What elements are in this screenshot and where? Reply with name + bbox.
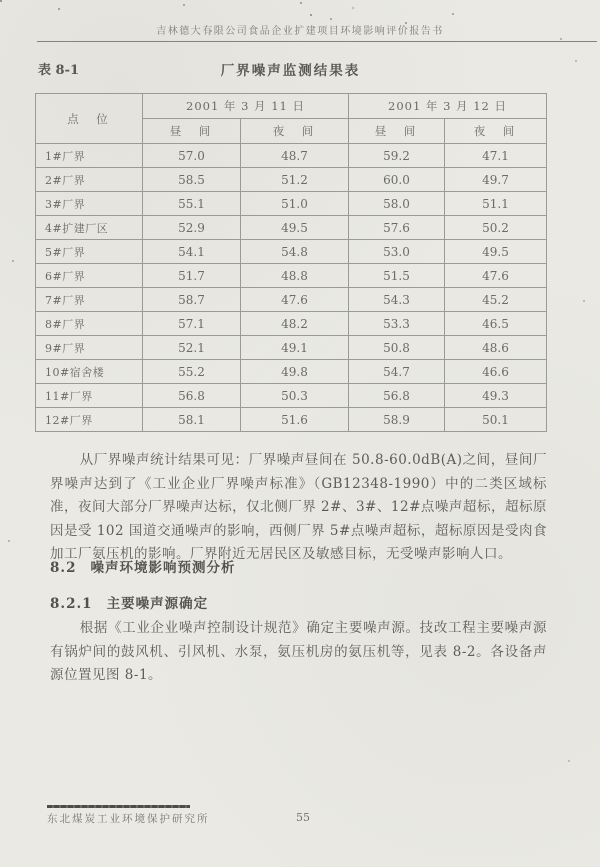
value-cell: 60.0	[349, 168, 445, 192]
value-cell: 51.0	[241, 192, 349, 216]
col-header-date1: 2001 年 3 月 11 日	[143, 94, 349, 119]
value-cell: 54.1	[143, 240, 241, 264]
section-heading-8-2	[50, 556, 236, 576]
table-row	[36, 288, 547, 312]
value-cell: 58.9	[349, 408, 445, 432]
col-header-point: 点 位	[36, 94, 143, 144]
value-cell: 51.2	[241, 168, 349, 192]
table-row	[36, 144, 547, 168]
value-cell: 57.0	[143, 144, 241, 168]
value-cell: 52.9	[143, 216, 241, 240]
header-rule	[37, 41, 597, 42]
value-cell: 47.1	[445, 144, 547, 168]
point-cell: 6#厂界	[36, 264, 143, 288]
value-cell: 59.2	[349, 144, 445, 168]
value-cell: 54.8	[241, 240, 349, 264]
point-cell: 10#宿舍楼	[36, 360, 143, 384]
value-cell: 51.7	[143, 264, 241, 288]
scan-noise-speckles	[0, 0, 2, 2]
paragraph-source-determination: 根据《工业企业噪声控制设计规范》确定主要噪声源。技改工程主要噪声源有锅炉间的鼓风机、引风机、水泵，氨压机房的氨压机等，见表 8-2。各设备声源位置见图 8-1。	[50, 620, 547, 683]
running-header: 吉林德大有限公司食品企业扩建项目环境影响评价报告书	[156, 26, 444, 37]
value-cell: 50.2	[445, 216, 547, 240]
table-row	[36, 264, 547, 288]
point-cell: 9#厂界	[36, 336, 143, 360]
table-header-row-dates	[36, 94, 547, 119]
paragraph-noise-summary: 从厂界噪声统计结果可见：厂界噪声昼间在 50.8-60.0dB(A)之间，昼间厂界噪声达到了《工业企业厂界噪声标准》（GB12348-1990）中的二类区域标准，夜间大部分厂界噪声达标，仅北侧厂界 2#、3#、12#点噪声超标，超标原因是受 102 国道交通噪声的影响，西侧厂界 5#点噪声超标，超标原因是受肉食加工厂氨压机的影响。厂界附近无居民区及敏感目标，无受噪声影响人口。	[50, 452, 547, 562]
value-cell: 46.5	[445, 312, 547, 336]
table-label: 表 8-1	[38, 63, 80, 78]
value-cell: 46.6	[445, 360, 547, 384]
col-header-day2: 昼 间	[349, 119, 445, 144]
value-cell: 50.8	[349, 336, 445, 360]
point-cell: 7#厂界	[36, 288, 143, 312]
page-number: 55	[296, 811, 310, 824]
table-row	[36, 168, 547, 192]
footer-organization: 东北煤炭工业环境保护研究所	[47, 813, 210, 825]
value-cell: 54.3	[349, 288, 445, 312]
noise-table-body	[36, 144, 547, 432]
section-heading-8-2-1	[50, 592, 208, 612]
value-cell: 48.7	[241, 144, 349, 168]
value-cell: 48.8	[241, 264, 349, 288]
value-cell: 57.6	[349, 216, 445, 240]
value-cell: 52.1	[143, 336, 241, 360]
point-cell: 11#厂界	[36, 384, 143, 408]
value-cell: 56.8	[143, 384, 241, 408]
col-header-day1: 昼 间	[143, 119, 241, 144]
value-cell: 49.1	[241, 336, 349, 360]
value-cell: 53.0	[349, 240, 445, 264]
value-cell: 57.1	[143, 312, 241, 336]
value-cell: 55.1	[143, 192, 241, 216]
point-cell: 3#厂界	[36, 192, 143, 216]
table-row	[36, 360, 547, 384]
table-row	[36, 312, 547, 336]
value-cell: 53.3	[349, 312, 445, 336]
table-row	[36, 240, 547, 264]
value-cell: 51.6	[241, 408, 349, 432]
value-cell: 49.5	[241, 216, 349, 240]
table-row	[36, 384, 547, 408]
col-header-night1: 夜 间	[241, 119, 349, 144]
table-row	[36, 216, 547, 240]
point-cell: 5#厂界	[36, 240, 143, 264]
table-row	[36, 192, 547, 216]
value-cell: 58.0	[349, 192, 445, 216]
section-number: 8.2.1	[50, 596, 93, 612]
col-header-date2: 2001 年 3 月 12 日	[349, 94, 547, 119]
value-cell: 50.3	[241, 384, 349, 408]
table-title: 厂界噪声监测结果表	[220, 63, 361, 79]
value-cell: 54.7	[349, 360, 445, 384]
value-cell: 55.2	[143, 360, 241, 384]
value-cell: 49.8	[241, 360, 349, 384]
noise-results-table	[35, 93, 547, 432]
value-cell: 58.7	[143, 288, 241, 312]
value-cell: 58.5	[143, 168, 241, 192]
value-cell: 58.1	[143, 408, 241, 432]
point-cell: 4#扩建厂区	[36, 216, 143, 240]
value-cell: 47.6	[241, 288, 349, 312]
section-title: 主要噪声源确定	[106, 596, 209, 612]
point-cell: 1#厂界	[36, 144, 143, 168]
value-cell: 49.5	[445, 240, 547, 264]
value-cell: 49.3	[445, 384, 547, 408]
col-header-night2: 夜 间	[445, 119, 547, 144]
table-caption-row	[35, 59, 546, 77]
table-row	[36, 408, 547, 432]
value-cell: 49.7	[445, 168, 547, 192]
footer-rule	[47, 805, 190, 808]
value-cell: 51.1	[445, 192, 547, 216]
value-cell: 48.2	[241, 312, 349, 336]
value-cell: 47.6	[445, 264, 547, 288]
section-number: 8.2	[50, 560, 77, 576]
value-cell: 56.8	[349, 384, 445, 408]
section-title: 噪声环境影响预测分析	[90, 560, 236, 576]
value-cell: 51.5	[349, 264, 445, 288]
value-cell: 45.2	[445, 288, 547, 312]
table-row	[36, 336, 547, 360]
point-cell: 12#厂界	[36, 408, 143, 432]
point-cell: 2#厂界	[36, 168, 143, 192]
value-cell: 48.6	[445, 336, 547, 360]
point-cell: 8#厂界	[36, 312, 143, 336]
value-cell: 50.1	[445, 408, 547, 432]
